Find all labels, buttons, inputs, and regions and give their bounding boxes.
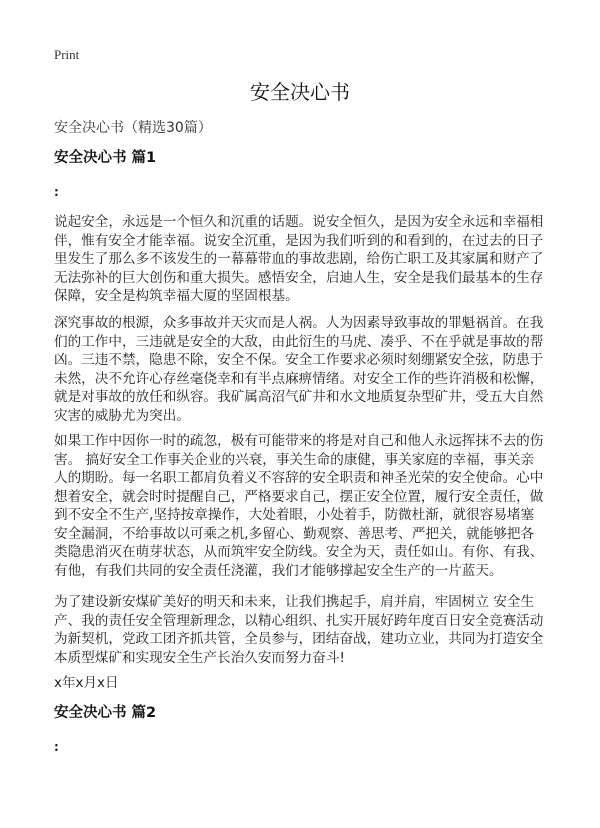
paragraph-line: 害。 搞好安全工作事关企业的兴衰，事关生命的康健，事关家庭的幸福，事关亲 — [54, 451, 535, 468]
paragraph-line: 为了建设新安煤矿美好的明天和未来，让我们携起手，肩并肩，牢固树立 安全生 — [54, 594, 535, 610]
paragraph-line: 们的工作中，三违就是安全的大敌，由此衍生的马虎、凑乎、不在乎就是事故的帮 — [54, 333, 544, 350]
paragraph-line: 保障，安全是构筑幸福大厦的坚固根基。 — [54, 288, 299, 304]
paragraph-line: 凶。三违不禁，隐患不除，安全不保。安全工作要求必须时刻绷紧安全弦，防患于 — [54, 352, 544, 368]
paragraph-line: 就是对事故的放任和纵容。我矿属高沼气矿井和水文地质复杂型矿井，受五大自然 — [54, 389, 544, 405]
paragraph-line: 产、我的责任安全管理新理念，以精心组织、扎实开展好跨年度百日安全竞赛活动 — [54, 612, 544, 629]
paragraph-line: 无法弥补的巨大创伤和重大损失。感悟安全，启迪人生，安全是我们最基本的生存 — [54, 269, 544, 286]
paragraph-line: 本质型煤矿和实现安全生产长治久安而努力奋斗! — [54, 649, 345, 666]
paragraph-3 — [54, 432, 543, 580]
paragraph-line: 未然，决不允许心存丝毫侥幸和有半点麻痹情绪。对安全工作的些许消极和松懈， — [54, 370, 544, 387]
paragraph-1 — [54, 213, 543, 306]
section-heading-1: 安全决心书 篇1 — [54, 150, 157, 166]
paragraph-line: 安全漏洞，不给事故以可乘之机,多留心、勤观察、善思考、严把关，就能够把各 — [54, 525, 535, 542]
document-title: 安全决心书 — [250, 80, 350, 104]
paragraph-line: 说起安全，永远是一个恒久和沉重的话题。说安全恒久，是因为安全永远和幸福相 — [54, 214, 544, 230]
document-subtitle: 安全决心书（精选30篇） — [54, 120, 212, 136]
section-heading-2: 安全决心书 篇2 — [54, 705, 157, 721]
print-link[interactable]: Print — [54, 47, 80, 62]
paragraph-line: 里发生了那么多不该发生的一幕幕带血的事故悲剧，给伤亡职工及其家属和财产了 — [54, 251, 544, 267]
paragraph-line: 有他，有我们共同的安全责任浇灌，我们才能够撑起安全生产的一片蓝天。 — [54, 562, 503, 579]
paragraph-line: 为新契机，党政工团齐抓共管，全员参与，团结奋战，建功立业，共同为打造安全 — [54, 631, 544, 647]
paragraph-line: 类隐患消灭在萌芽状态，从而筑牢安全防线。安全为天，责任如山。有你、有我、 — [54, 544, 544, 560]
date-line: x年x月x日 — [54, 675, 119, 691]
paragraph-line: 人的期盼。每一名职工都肩负着义不容辞的安全职责和神圣光荣的安全使命。心中 — [54, 470, 544, 486]
paragraph-line: 伴，惟有安全才能幸福。说安全沉重，是因为我们听到的和看到的，在过去的日子 — [54, 232, 544, 249]
paragraph-4 — [54, 593, 543, 667]
paragraph-line: 如果工作中因你一时的疏忽，极有可能带来的将是对自己和他人永远挥抹不去的伤 — [54, 433, 544, 449]
section-colon-2: : — [54, 740, 59, 754]
paragraph-2 — [54, 314, 543, 425]
paragraph-line: 深究事故的根源，众多事故并天灾而是人祸。人为因素导致事故的罪魁祸首。在我 — [54, 315, 544, 331]
paragraph-line: 想着安全，就会时时提醒自己，严格要求自己，摆正安全位置，履行安全责任，做 — [54, 488, 544, 505]
paragraph-line: 到不安全不生产,坚持按章操作，大处着眼，小处着手，防微杜渐，就很容易堵塞 — [54, 507, 535, 523]
paragraph-line: 灾害的威胁尤为突出。 — [54, 407, 190, 424]
section-colon-1: : — [54, 185, 59, 199]
